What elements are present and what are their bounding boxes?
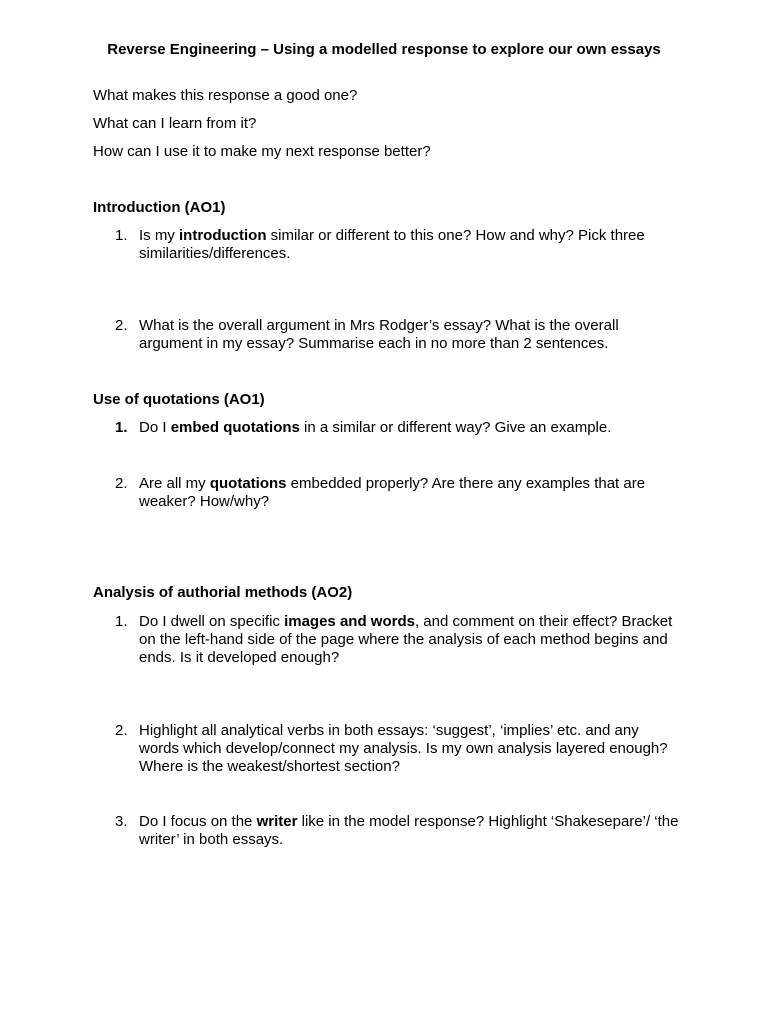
list-item-text: Do I dwell on specific images and words, and comment on their effect? Bracket on the left-hand side of the page where the analysis of each method begins and ends. Is it developed enough? bbox=[139, 613, 673, 666]
list-item-analysis-2 bbox=[93, 722, 693, 776]
list-number: 1. bbox=[115, 227, 128, 244]
list-number: 1. bbox=[115, 613, 128, 630]
emphasis-text: images and words bbox=[284, 613, 415, 630]
list-item-quotations-1 bbox=[93, 419, 693, 437]
list-item-text: Highlight all analytical verbs in both essays: ‘suggest’, ‘implies’ etc. and any words which develop/connect my analysis. Is my own analysis layered enough? Where is the weakest/shortest section? bbox=[139, 722, 668, 775]
emphasis-text: quotations bbox=[209, 475, 287, 492]
list-item-quotations-2 bbox=[93, 475, 693, 511]
list-number: 2. bbox=[115, 722, 128, 739]
list-number: 3. bbox=[115, 813, 128, 830]
list-item-text: Is my introduction similar or different to this one? How and why? Pick three similarities/differences. bbox=[139, 227, 645, 262]
intro-question-1: What makes this response a good one? bbox=[93, 87, 358, 104]
section-heading-quotations: Use of quotations (AO1) bbox=[93, 391, 265, 408]
list-item-introduction-2 bbox=[93, 317, 693, 353]
document-title: Reverse Engineering – Using a modelled response to explore our own essays bbox=[107, 41, 661, 58]
section-heading-introduction: Introduction (AO1) bbox=[93, 199, 226, 216]
intro-question-3: How can I use it to make my next response better? bbox=[93, 143, 431, 160]
section-heading-analysis: Analysis of authorial methods (AO2) bbox=[93, 584, 353, 601]
list-number: 2. bbox=[115, 317, 128, 334]
emphasis-text: writer bbox=[256, 813, 298, 830]
list-item-analysis-3 bbox=[93, 813, 693, 849]
list-item-text: What is the overall argument in Mrs Rodger’s essay? What is the overall argument in my essay? Summarise each in no more than 2 sentences. bbox=[139, 317, 619, 352]
list-number: 1. bbox=[115, 419, 128, 436]
emphasis-text: introduction bbox=[179, 227, 267, 244]
list-item-introduction-1 bbox=[93, 227, 693, 263]
list-item-text: Are all my quotations embedded properly? Are there any examples that are weaker? How/why? bbox=[139, 475, 646, 510]
list-item-text: Do I focus on the writer like in the model response? Highlight ‘Shakesepare’/ ‘the writer’ in both essays. bbox=[139, 813, 679, 848]
list-item-text: Do I embed quotations in a similar or different way? Give an example. bbox=[139, 419, 612, 436]
list-item-analysis-1 bbox=[93, 613, 693, 667]
emphasis-text: embed quotations bbox=[170, 419, 300, 436]
list-number: 2. bbox=[115, 475, 128, 492]
intro-question-2: What can I learn from it? bbox=[93, 115, 257, 132]
